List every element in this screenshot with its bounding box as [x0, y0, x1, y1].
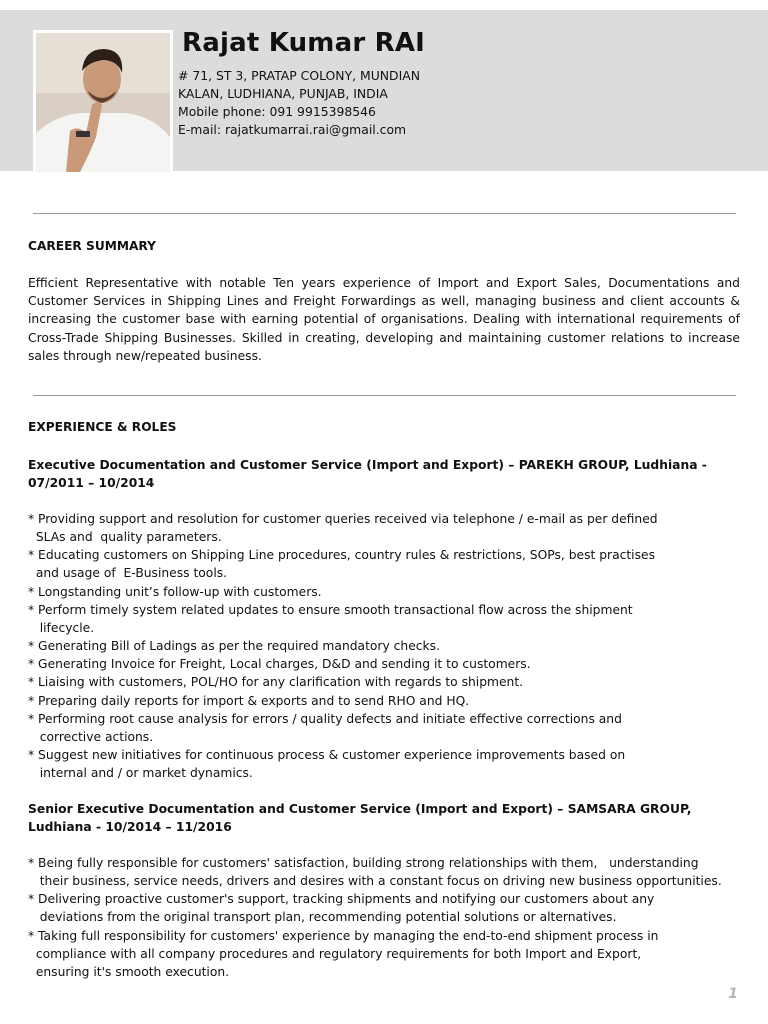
bullet-line: * Longstanding unit’s follow-up with customers. — [28, 584, 322, 599]
bullet-line: * Generating Bill of Ladings as per the required mandatory checks. — [28, 639, 440, 654]
job-bullets-2 — [28, 854, 740, 981]
header-band — [0, 10, 768, 171]
bullet-line: * Performing root cause analysis for errors / quality defects and initiate effective corrections and — [28, 711, 622, 726]
address-line-1: # 71, ST 3, PRATAP COLONY, MUNDIAN — [178, 68, 420, 83]
profile-photo-icon — [36, 33, 170, 172]
bullet-line: corrective actions. — [28, 729, 154, 744]
bullet-line: SLAs and quality parameters. — [28, 530, 222, 545]
bullet-line: * Perform timely system related updates to ensure smooth transactional flow across the shipment — [28, 602, 633, 617]
job-heading-2: Senior Executive Documentation and Customer Service (Import and Export) – SAMSARA GROUP, Ludhiana - 10/2014 – 11/2016 — [28, 802, 692, 835]
job-bullets-1 — [28, 510, 740, 782]
phone-line: Mobile phone: 091 9915398546 — [178, 104, 376, 119]
page-number: 1 — [728, 986, 738, 1002]
job-heading-1: Executive Documentation and Customer Service (Import and Export) – PAREKH GROUP, Ludhiana - 07/2011 – 10/2014 — [28, 458, 707, 491]
contact-block — [178, 67, 458, 139]
bullet-line: * Being fully responsible for customers' satisfaction, building strong relationships with them, understanding — [28, 856, 699, 870]
address-line-2: KALAN, LUDHIANA, PUNJAB, INDIA — [178, 86, 388, 101]
bullet-line: * Educating customers on Shipping Line procedures, country rules & restrictions, SOPs, best practises — [28, 548, 655, 563]
bullet-line: ensuring it's smooth execution. — [28, 964, 230, 979]
email-line: E-mail: rajatkumarrai.rai@gmail.com — [178, 122, 407, 137]
bullet-line: * Delivering proactive customer's support, tracking shipments and notifying our customers about any — [28, 892, 655, 907]
career-summary-title: CAREER SUMMARY — [28, 239, 156, 253]
bullet-line: compliance with all company procedures and regulatory requirements for both Import and Export, — [28, 946, 642, 961]
divider-middle — [33, 395, 736, 396]
bullet-line: * Providing support and resolution for customer queries received via telephone / e-mail as per defined — [28, 512, 658, 526]
bullet-line: and usage of E-Business tools. — [28, 566, 228, 581]
bullet-line: lifecycle. — [28, 620, 95, 635]
experience-title: EXPERIENCE & ROLES — [28, 420, 177, 434]
top-margin — [0, 0, 768, 10]
bullet-line: * Preparing daily reports for import & exports and to send RHO and HQ. — [28, 693, 470, 708]
bullet-line: * Generating Invoice for Freight, Local charges, D&D and sending it to customers. — [28, 657, 531, 672]
bullet-line: deviations from the original transport plan, recommending potential solutions or alternatives. — [28, 910, 617, 925]
bullet-line: internal and / or market dynamics. — [28, 766, 253, 781]
bullet-line: * Suggest new initiatives for continuous process & customer experience improvements based on — [28, 748, 626, 763]
bullet-line: * Taking full responsibility for customers' experience by managing the end-to-end shipment process in — [28, 928, 659, 943]
candidate-name: Rajat Kumar RAI — [182, 28, 426, 58]
profile-photo — [33, 30, 173, 175]
divider-top — [33, 213, 736, 214]
bullet-line: their business, service needs, drivers and desires with a constant focus on driving new business opportunities. — [28, 874, 722, 889]
bullet-line: * Liaising with customers, POL/HO for any clarification with regards to shipment. — [28, 675, 524, 690]
career-summary-text: Efficient Representative with notable Ten years experience of Import and Export Sales, Documentations and Customer Services in Shipping Lines and Freight Forwardings as well, managing business and client accounts & increasing the customer base with earning potential of organisations. Dealing with international requirements of Cross-Trade Shipping Businesses. Skilled in creating, developing and maintaining customer relations to increase sales through new/repeated business. — [28, 276, 740, 363]
